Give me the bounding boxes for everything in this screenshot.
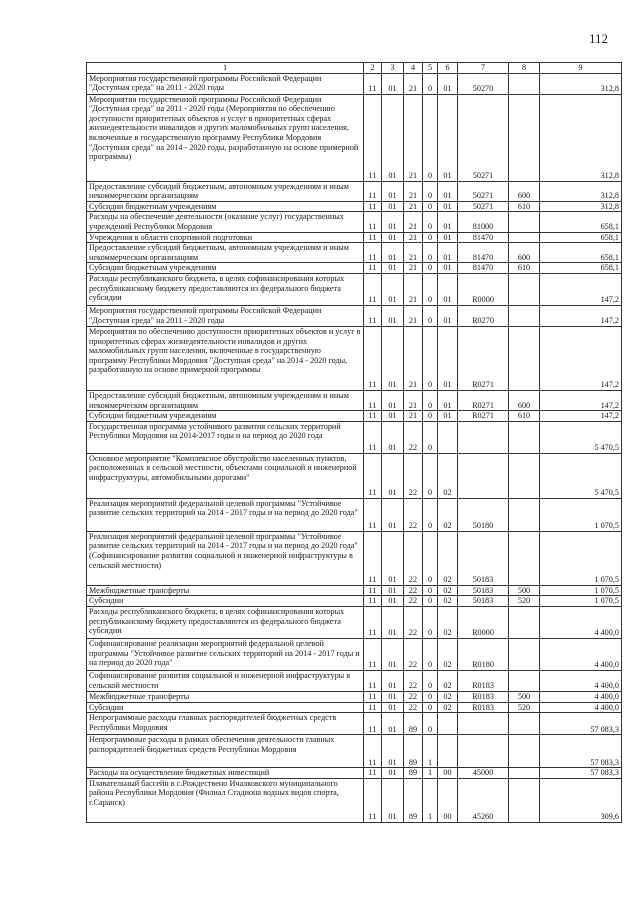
row-code-cell-8 [509, 498, 540, 531]
row-code-cell-3: 01 [382, 691, 404, 702]
row-code-cell-3: 01 [382, 702, 404, 713]
row-code-cell-6 [438, 735, 458, 768]
row-code-cell-5: 0 [423, 670, 438, 691]
row-code-cell-5: 0 [423, 243, 438, 263]
row-code-cell-9: 147,2 [540, 273, 622, 305]
row-code-cell-2: 11 [364, 181, 382, 201]
row-code-cell-8: 520 [509, 702, 540, 713]
row-code-cell-7: 50183 [458, 596, 509, 607]
row-code-cell-3: 01 [382, 263, 404, 274]
row-code-cell-4: 22 [404, 638, 423, 670]
row-code-cell-7: R0271 [458, 326, 509, 390]
row-code-cell-9: 312,8 [540, 73, 622, 94]
row-code-cell-5: 0 [423, 273, 438, 305]
row-code-cell-5: 0 [423, 421, 438, 453]
table-row [87, 421, 622, 453]
row-code-cell-8 [509, 606, 540, 638]
row-code-cell-8 [509, 638, 540, 670]
row-code-cell-2: 11 [364, 421, 382, 453]
row-name-cell: Предоставление субсидий бюджетным, автономным учреждениям и иным некоммерческим организациям [87, 243, 364, 263]
row-code-cell-3: 01 [382, 670, 404, 691]
row-code-cell-4: 21 [404, 305, 423, 326]
table-row [87, 531, 622, 585]
row-code-cell-5: 1 [423, 735, 438, 768]
row-code-cell-3: 01 [382, 411, 404, 422]
row-code-cell-7: 50180 [458, 498, 509, 531]
row-code-cell-2: 11 [364, 596, 382, 607]
row-code-cell-9: 147,2 [540, 390, 622, 410]
row-code-cell-8: 610 [509, 411, 540, 422]
row-code-cell-9: 5 470,5 [540, 453, 622, 498]
row-code-cell-7: R0271 [458, 411, 509, 422]
row-code-cell-2: 11 [364, 713, 382, 735]
row-code-cell-4: 22 [404, 498, 423, 531]
row-code-cell-6: 01 [438, 212, 458, 232]
row-code-cell-5: 0 [423, 232, 438, 243]
row-code-cell-8 [509, 326, 540, 390]
row-code-cell-5: 0 [423, 606, 438, 638]
row-code-cell-8: 600 [509, 181, 540, 201]
row-code-cell-7: R0183 [458, 670, 509, 691]
row-code-cell-7: R0183 [458, 702, 509, 713]
row-code-cell-2: 11 [364, 453, 382, 498]
row-name-cell: Мероприятия государственной программы Российской Федерации "Доступная среда" на 2011 - 2020 годы [87, 305, 364, 326]
header-cell: 6 [438, 63, 458, 74]
row-code-cell-3: 01 [382, 243, 404, 263]
row-code-cell-6: 00 [438, 778, 458, 822]
row-code-cell-8 [509, 212, 540, 232]
row-code-cell-9: 57 083,3 [540, 768, 622, 779]
header-cell: 1 [87, 63, 364, 74]
row-code-cell-9: 4 400,0 [540, 638, 622, 670]
row-code-cell-3: 01 [382, 606, 404, 638]
row-code-cell-6: 01 [438, 411, 458, 422]
row-code-cell-3: 01 [382, 421, 404, 453]
row-code-cell-5: 1 [423, 778, 438, 822]
row-code-cell-2: 11 [364, 212, 382, 232]
row-code-cell-2: 11 [364, 243, 382, 263]
table-row [87, 691, 622, 702]
row-code-cell-2: 11 [364, 326, 382, 390]
row-code-cell-4: 21 [404, 390, 423, 410]
row-code-cell-7: 50270 [458, 73, 509, 94]
table-row [87, 305, 622, 326]
row-code-cell-8 [509, 670, 540, 691]
row-code-cell-4: 21 [404, 73, 423, 94]
row-code-cell-6: 01 [438, 94, 458, 181]
row-code-cell-6: 01 [438, 181, 458, 201]
row-code-cell-6: 01 [438, 243, 458, 263]
row-name-cell: Непрограммные расходы в рамках обеспечения деятельности главных распорядителей бюджетных средств Республики Мордовия [87, 735, 364, 768]
row-code-cell-3: 01 [382, 212, 404, 232]
row-code-cell-4: 89 [404, 768, 423, 779]
row-code-cell-7 [458, 713, 509, 735]
row-code-cell-4: 21 [404, 326, 423, 390]
row-code-cell-5: 0 [423, 531, 438, 585]
row-code-cell-5: 0 [423, 638, 438, 670]
row-code-cell-2: 11 [364, 702, 382, 713]
row-code-cell-2: 11 [364, 73, 382, 94]
row-code-cell-9: 57 083,3 [540, 735, 622, 768]
row-code-cell-2: 11 [364, 606, 382, 638]
row-code-cell-5: 0 [423, 94, 438, 181]
row-code-cell-2: 11 [364, 94, 382, 181]
row-code-cell-3: 01 [382, 201, 404, 212]
row-code-cell-4: 22 [404, 531, 423, 585]
row-code-cell-8: 600 [509, 390, 540, 410]
row-code-cell-3: 01 [382, 326, 404, 390]
row-code-cell-5: 0 [423, 73, 438, 94]
row-code-cell-6: 01 [438, 390, 458, 410]
row-code-cell-9: 4 400,0 [540, 691, 622, 702]
table-row [87, 768, 622, 779]
row-code-cell-4: 21 [404, 181, 423, 201]
row-code-cell-7: 81470 [458, 232, 509, 243]
row-code-cell-6: 02 [438, 585, 458, 596]
row-code-cell-5: 0 [423, 596, 438, 607]
row-code-cell-2: 11 [364, 768, 382, 779]
row-name-cell: Межбюджетные трансферты [87, 691, 364, 702]
row-name-cell: Реализация мероприятий федеральной целевой программы "Устойчивое развитие сельских территорий на 2014 - 2017 годы и на период до 2020 года" [87, 498, 364, 531]
row-code-cell-8: 610 [509, 201, 540, 212]
row-name-cell: Расходы на обеспечение деятельности (оказание услуг) государственных учреждений Республики Мордовия [87, 212, 364, 232]
table-row [87, 453, 622, 498]
row-code-cell-9: 147,2 [540, 411, 622, 422]
table-row [87, 638, 622, 670]
row-name-cell: Субсидии бюджетным учреждениям [87, 263, 364, 274]
row-code-cell-9: 5 470,5 [540, 421, 622, 453]
table-row [87, 326, 622, 390]
row-code-cell-7: 45000 [458, 768, 509, 779]
row-code-cell-6 [438, 713, 458, 735]
row-code-cell-2: 11 [364, 232, 382, 243]
row-code-cell-9: 658,1 [540, 263, 622, 274]
row-code-cell-5: 1 [423, 768, 438, 779]
row-code-cell-2: 11 [364, 263, 382, 274]
row-code-cell-4: 21 [404, 201, 423, 212]
table-row [87, 596, 622, 607]
row-code-cell-9: 57 083,3 [540, 713, 622, 735]
row-code-cell-8 [509, 713, 540, 735]
row-code-cell-4: 22 [404, 702, 423, 713]
header-cell: 7 [458, 63, 509, 74]
row-code-cell-6: 02 [438, 453, 458, 498]
row-code-cell-4: 22 [404, 691, 423, 702]
row-code-cell-3: 01 [382, 498, 404, 531]
row-code-cell-2: 11 [364, 305, 382, 326]
row-name-cell: Расходы на осуществление бюджетных инвестиций [87, 768, 364, 779]
row-code-cell-3: 01 [382, 273, 404, 305]
row-code-cell-8 [509, 273, 540, 305]
row-code-cell-4: 21 [404, 94, 423, 181]
row-code-cell-6: 02 [438, 670, 458, 691]
row-code-cell-3: 01 [382, 638, 404, 670]
row-code-cell-4: 21 [404, 411, 423, 422]
table-row [87, 73, 622, 94]
row-code-cell-2: 11 [364, 778, 382, 822]
row-name-cell: Межбюджетные трансферты [87, 585, 364, 596]
row-code-cell-8 [509, 453, 540, 498]
row-code-cell-7: 81470 [458, 243, 509, 263]
row-name-cell: Реализация мероприятий федеральной целевой программы "Устойчивое развитие сельских территорий на 2014 - 2017 годы и на период до 2020 года" (Софинансирование развития социальной и инженерной инфраструктуры в сельской местности) [87, 531, 364, 585]
row-name-cell: Софинансирование реализации мероприятий федеральной целевой программы "Устойчивое развитие сельских территорий на 2014 - 2017 годы и на период до 2020 года" [87, 638, 364, 670]
row-code-cell-5: 0 [423, 263, 438, 274]
row-code-cell-3: 01 [382, 305, 404, 326]
row-code-cell-4: 21 [404, 263, 423, 274]
table-row [87, 243, 622, 263]
row-code-cell-6: 02 [438, 638, 458, 670]
table-row [87, 263, 622, 274]
row-code-cell-7: 81470 [458, 263, 509, 274]
row-code-cell-4: 22 [404, 585, 423, 596]
row-code-cell-7: 50271 [458, 201, 509, 212]
row-code-cell-9: 309,6 [540, 778, 622, 822]
table-row [87, 411, 622, 422]
row-code-cell-9: 4 400,0 [540, 670, 622, 691]
header-cell: 9 [540, 63, 622, 74]
row-code-cell-2: 11 [364, 390, 382, 410]
row-code-cell-7: 50183 [458, 585, 509, 596]
row-code-cell-7 [458, 421, 509, 453]
row-code-cell-6: 02 [438, 596, 458, 607]
row-code-cell-8 [509, 735, 540, 768]
row-code-cell-7: R0000 [458, 606, 509, 638]
row-code-cell-6: 01 [438, 273, 458, 305]
page-number: 112 [588, 31, 608, 46]
row-code-cell-5: 0 [423, 585, 438, 596]
row-code-cell-9: 147,2 [540, 305, 622, 326]
row-code-cell-9: 1 070,5 [540, 596, 622, 607]
row-code-cell-7: R0271 [458, 390, 509, 410]
row-name-cell: Субсидии [87, 596, 364, 607]
row-code-cell-4: 21 [404, 243, 423, 263]
row-code-cell-9: 4 400,0 [540, 702, 622, 713]
row-code-cell-9: 1 070,5 [540, 498, 622, 531]
row-code-cell-4: 89 [404, 778, 423, 822]
row-code-cell-9: 312,8 [540, 181, 622, 201]
table-row [87, 390, 622, 410]
row-code-cell-9: 658,1 [540, 243, 622, 263]
table-row [87, 606, 622, 638]
row-code-cell-6: 02 [438, 691, 458, 702]
header-cell: 8 [509, 63, 540, 74]
row-code-cell-3: 01 [382, 453, 404, 498]
row-code-cell-5: 0 [423, 326, 438, 390]
row-name-cell: Плавательный бассейн в с.Рождествено Ичалковского муниципального района Республики Мордовия (Филиал Стадиона водных видов спорта, г.Саранск) [87, 778, 364, 822]
row-code-cell-2: 11 [364, 201, 382, 212]
row-code-cell-4: 22 [404, 670, 423, 691]
row-code-cell-7: 50183 [458, 531, 509, 585]
table-row [87, 778, 622, 822]
row-code-cell-4: 22 [404, 596, 423, 607]
row-code-cell-7: 45260 [458, 778, 509, 822]
row-code-cell-5: 0 [423, 305, 438, 326]
row-name-cell: Субсидии [87, 702, 364, 713]
row-code-cell-4: 21 [404, 232, 423, 243]
row-code-cell-8: 610 [509, 263, 540, 274]
header-cell: 5 [423, 63, 438, 74]
row-code-cell-7 [458, 453, 509, 498]
row-code-cell-9: 1 070,5 [540, 585, 622, 596]
table-row [87, 201, 622, 212]
row-code-cell-6: 01 [438, 263, 458, 274]
header-cell: 2 [364, 63, 382, 74]
row-code-cell-3: 01 [382, 390, 404, 410]
row-code-cell-4: 22 [404, 606, 423, 638]
row-code-cell-2: 11 [364, 531, 382, 585]
row-code-cell-7: R0180 [458, 638, 509, 670]
row-code-cell-5: 0 [423, 702, 438, 713]
row-code-cell-8 [509, 531, 540, 585]
row-code-cell-4: 21 [404, 212, 423, 232]
row-code-cell-7: 81000 [458, 212, 509, 232]
row-name-cell: Предоставление субсидий бюджетным, автономным учреждениям и иным некоммерческим организациям [87, 181, 364, 201]
row-code-cell-2: 11 [364, 411, 382, 422]
row-name-cell: Расходы республиканского бюджета, в целях софинансирования которых республиканскому бюджету предоставляются из федерального бюджета субсидии [87, 273, 364, 305]
row-code-cell-5: 0 [423, 201, 438, 212]
row-code-cell-6: 01 [438, 73, 458, 94]
row-code-cell-3: 01 [382, 768, 404, 779]
row-code-cell-2: 11 [364, 585, 382, 596]
row-code-cell-8 [509, 94, 540, 181]
row-name-cell: Государственная программа устойчивого развития сельских территорий Республики Мордовия на 2014-2017 годы и на период до 2020 года [87, 421, 364, 453]
row-code-cell-4: 89 [404, 735, 423, 768]
table-row [87, 670, 622, 691]
row-code-cell-3: 01 [382, 73, 404, 94]
row-code-cell-2: 11 [364, 273, 382, 305]
row-code-cell-5: 0 [423, 498, 438, 531]
row-code-cell-9: 658,1 [540, 212, 622, 232]
row-name-cell: Субсидии бюджетным учреждениям [87, 201, 364, 212]
table-row [87, 713, 622, 735]
row-code-cell-9: 312,8 [540, 94, 622, 181]
row-code-cell-2: 11 [364, 498, 382, 531]
table-row [87, 585, 622, 596]
row-code-cell-8: 500 [509, 691, 540, 702]
row-code-cell-8 [509, 768, 540, 779]
row-code-cell-6: 02 [438, 702, 458, 713]
row-code-cell-4: 22 [404, 453, 423, 498]
row-code-cell-7: R0183 [458, 691, 509, 702]
table-row [87, 702, 622, 713]
row-name-cell: Мероприятия государственной программы Российской Федерации "Доступная среда" на 2011 - 2020 годы [87, 73, 364, 94]
row-code-cell-8: 520 [509, 596, 540, 607]
row-code-cell-5: 0 [423, 212, 438, 232]
row-code-cell-8 [509, 232, 540, 243]
row-code-cell-7: R0000 [458, 273, 509, 305]
table-row [87, 212, 622, 232]
row-name-cell: Расходы республиканского бюджета, в целях софинансирования которых республиканскому бюджету предоставляются из федерального бюджета субсидии [87, 606, 364, 638]
budget-table [86, 62, 622, 823]
row-code-cell-6: 01 [438, 326, 458, 390]
row-code-cell-8: 600 [509, 243, 540, 263]
row-name-cell: Непрограммные расходы главных распорядителей бюджетных средств Республики Мордовия [87, 713, 364, 735]
row-code-cell-3: 01 [382, 232, 404, 243]
row-code-cell-3: 01 [382, 735, 404, 768]
row-code-cell-3: 01 [382, 778, 404, 822]
table-row [87, 498, 622, 531]
row-code-cell-4: 22 [404, 421, 423, 453]
row-code-cell-5: 0 [423, 411, 438, 422]
row-code-cell-6: 02 [438, 498, 458, 531]
row-name-cell: Учреждения в области спортивной подготовки [87, 232, 364, 243]
row-code-cell-3: 01 [382, 713, 404, 735]
row-code-cell-6: 01 [438, 305, 458, 326]
row-name-cell: Основное мероприятие "Комплексное обустройство населенных пунктов, расположенных в сельской местности, объектами социальной и инженерной инфраструктуры, автомобильными дорогами" [87, 453, 364, 498]
row-code-cell-9: 658,1 [540, 232, 622, 243]
table-row [87, 735, 622, 768]
row-code-cell-7: R0270 [458, 305, 509, 326]
row-code-cell-7: 50271 [458, 181, 509, 201]
table-row [87, 273, 622, 305]
row-name-cell: Софинансирование развития социальной и инженерной инфраструктуры в сельской местности [87, 670, 364, 691]
row-name-cell: Предоставление субсидий бюджетным, автономным учреждениям и иным некоммерческим организациям [87, 390, 364, 410]
row-code-cell-3: 01 [382, 181, 404, 201]
row-code-cell-3: 01 [382, 94, 404, 181]
row-code-cell-9: 1 070,5 [540, 531, 622, 585]
row-code-cell-5: 0 [423, 453, 438, 498]
row-code-cell-3: 01 [382, 585, 404, 596]
row-code-cell-8 [509, 73, 540, 94]
row-code-cell-2: 11 [364, 691, 382, 702]
row-code-cell-5: 0 [423, 713, 438, 735]
row-name-cell: Мероприятия по обеспечению доступности приоритетных объектов и услуг в приоритетных сферах жизнедеятельности инвалидов и других маломобильных групп населения, включенные в государственную программу Республики Мордовия "Доступная среда" на 2014 - 2020 годы, разработанную на основе примерной программы [87, 326, 364, 390]
row-name-cell: Субсидии бюджетным учреждениям [87, 411, 364, 422]
row-code-cell-6 [438, 421, 458, 453]
row-code-cell-4: 21 [404, 273, 423, 305]
table-row [87, 232, 622, 243]
row-code-cell-4: 89 [404, 713, 423, 735]
row-code-cell-5: 0 [423, 691, 438, 702]
row-code-cell-8 [509, 421, 540, 453]
row-code-cell-9: 4 400,0 [540, 606, 622, 638]
table-row [87, 181, 622, 201]
table-row [87, 94, 622, 181]
row-code-cell-2: 11 [364, 638, 382, 670]
row-code-cell-2: 11 [364, 735, 382, 768]
row-code-cell-6: 02 [438, 606, 458, 638]
table-header-row [87, 63, 622, 74]
row-code-cell-5: 0 [423, 181, 438, 201]
row-code-cell-6: 00 [438, 768, 458, 779]
row-code-cell-7 [458, 735, 509, 768]
row-code-cell-7: 50271 [458, 94, 509, 181]
row-code-cell-3: 01 [382, 596, 404, 607]
row-code-cell-8: 500 [509, 585, 540, 596]
row-name-cell: Мероприятия государственной программы Российской Федерации "Доступная среда" на 2011 - 2020 годы (Мероприятия по обеспечению доступности приоритетных объектов и услуг в приоритетных сферах жизнедеятельности инвалидов и других маломобильных групп населения, включенные в государственную программу Республики Мордовия "Доступная среда" на 2014 - 2020 годы, разработанную на основе примерной программы) [87, 94, 364, 181]
row-code-cell-8 [509, 305, 540, 326]
header-cell: 4 [404, 63, 423, 74]
row-code-cell-3: 01 [382, 531, 404, 585]
row-code-cell-9: 312,8 [540, 201, 622, 212]
row-code-cell-6: 02 [438, 531, 458, 585]
row-code-cell-2: 11 [364, 670, 382, 691]
row-code-cell-9: 147,2 [540, 326, 622, 390]
row-code-cell-6: 01 [438, 232, 458, 243]
header-cell: 3 [382, 63, 404, 74]
row-code-cell-8 [509, 778, 540, 822]
row-code-cell-5: 0 [423, 390, 438, 410]
row-code-cell-6: 01 [438, 201, 458, 212]
